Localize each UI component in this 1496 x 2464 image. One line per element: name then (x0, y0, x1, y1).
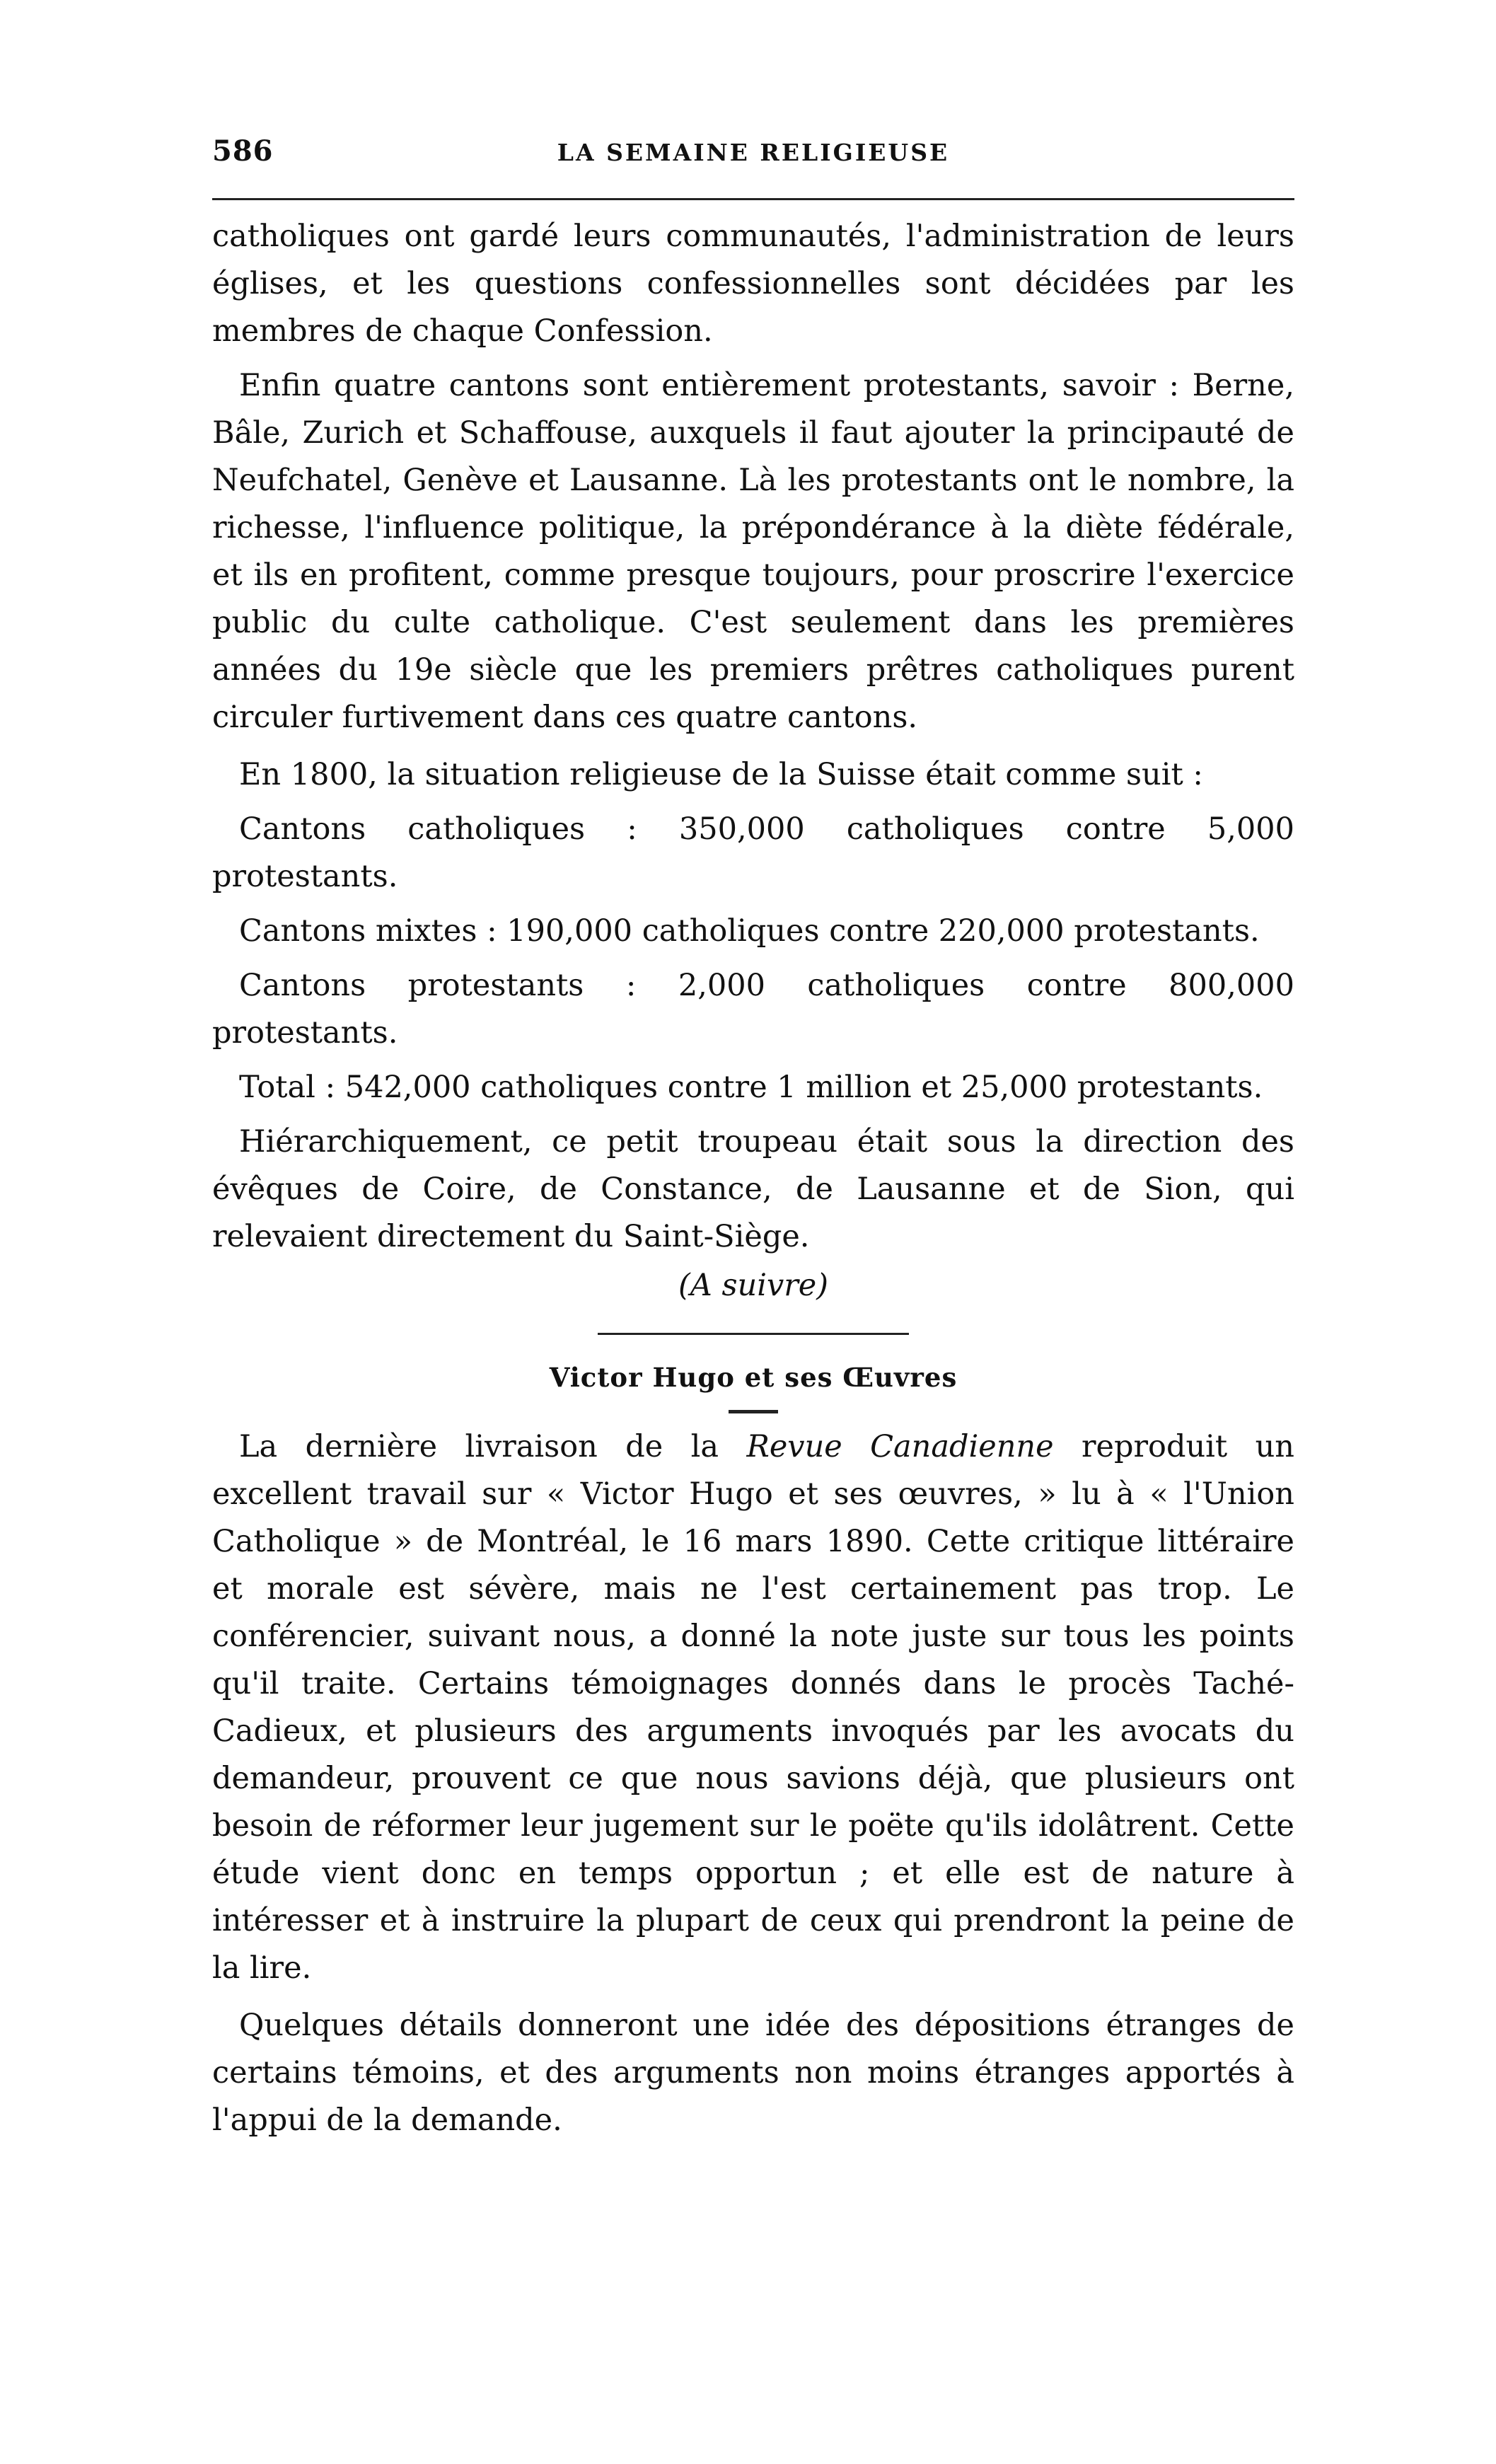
title-dash (729, 1410, 778, 1413)
paragraph-grand-total: Total : 542,000 catholiques contre 1 million et 25,000 protestants. (239, 1070, 1263, 1105)
journal-name: Revue Canadienne (746, 1429, 1054, 1464)
article-paragraph-1-rest: reproduit un excellent travail sur « Victor Hugo et ses œuvres, » lu à « l'Union Catholique » de Montréal, le 16 mars 1890. Cette critique littéraire et morale est sévère, mais ne l'est certainement pas trop. Le conférencier, suivant nous, a donné la note juste sur tous les points qu'il traite. Certains témoignages donnés dans le procès Taché-Cadieux, et plusieurs des arguments invoqués par les avocats du demandeur, prouvent ce que nous savions déjà, que plusieurs ont besoin de réformer leur jugement sur le poëte qu'ils idolâtrent. Cette étude vient donc en temps opportun ; et elle est de nature à intéresser et à instruire la plupart de ceux qui prendront la peine de la lire. (212, 1429, 1295, 1986)
to-be-continued: (A suivre) (678, 1268, 829, 1303)
article-body (212, 1423, 1294, 2144)
article-title: Victor Hugo et ses Œuvres (549, 1362, 958, 1393)
article-paragraph-1-start: La dernière livraison de la (239, 1429, 747, 1464)
paragraph-catholic-cantons: Cantons catholiques : 350,000 catholiques contre 5,000 protestants. (212, 811, 1294, 894)
header-rule (212, 198, 1294, 200)
journal-title: LA SEMAINE RELIGIEUSE (557, 139, 950, 166)
paragraph-situation-1800: En 1800, la situation religieuse de la Suisse était comme suit : (239, 757, 1203, 792)
paragraph-protestant-cantons: Enfin quatre cantons sont entièrement protestants, savoir : Berne, Bâle, Zurich et Schaffouse, auxquels il faut ajouter la principauté de Neufchatel, Genève et Lausanne. Là les protestants ont le nombre, la richesse, l'influence politique, la prépondérance à la diète fédérale, et ils en profitent, comme presque toujours, pour proscrire l'exercice public du culte catholique. C'est seulement dans les premières années du 19e siècle que les premiers prêtres catholiques purent circuler furtivement dans ces quatre cantons. (212, 368, 1294, 735)
paragraph-continued: catholiques ont gardé leurs communautés, l'administration de leurs églises, et les questions confessionnelles sont décidées par les membres de chaque Confession. (212, 219, 1294, 349)
paragraph-mixed-cantons: Cantons mixtes : 190,000 catholiques contre 220,000 protestants. (239, 913, 1260, 949)
article-body-continued (212, 213, 1294, 1261)
article-paragraph-1 (212, 1423, 1294, 1992)
article-paragraph-2: Quelques détails donneront une idée des dépositions étranges de certains témoins, et des arguments non moins étranges apportés à l'appui de la demande. (212, 2008, 1294, 2138)
page-number: 586 (212, 134, 274, 168)
paragraph-protestant-totals: Cantons protestants : 2,000 catholiques contre 800,000 protestants. (212, 968, 1294, 1051)
running-head (212, 134, 1294, 177)
document-page (212, 134, 1294, 2144)
section-rule (598, 1333, 909, 1335)
paragraph-hierarchy: Hiérarchiquement, ce petit troupeau était sous la direction des évêques de Coire, de Constance, de Lausanne et de Sion, qui relevaient directement du Saint-Siège. (212, 1124, 1294, 1254)
